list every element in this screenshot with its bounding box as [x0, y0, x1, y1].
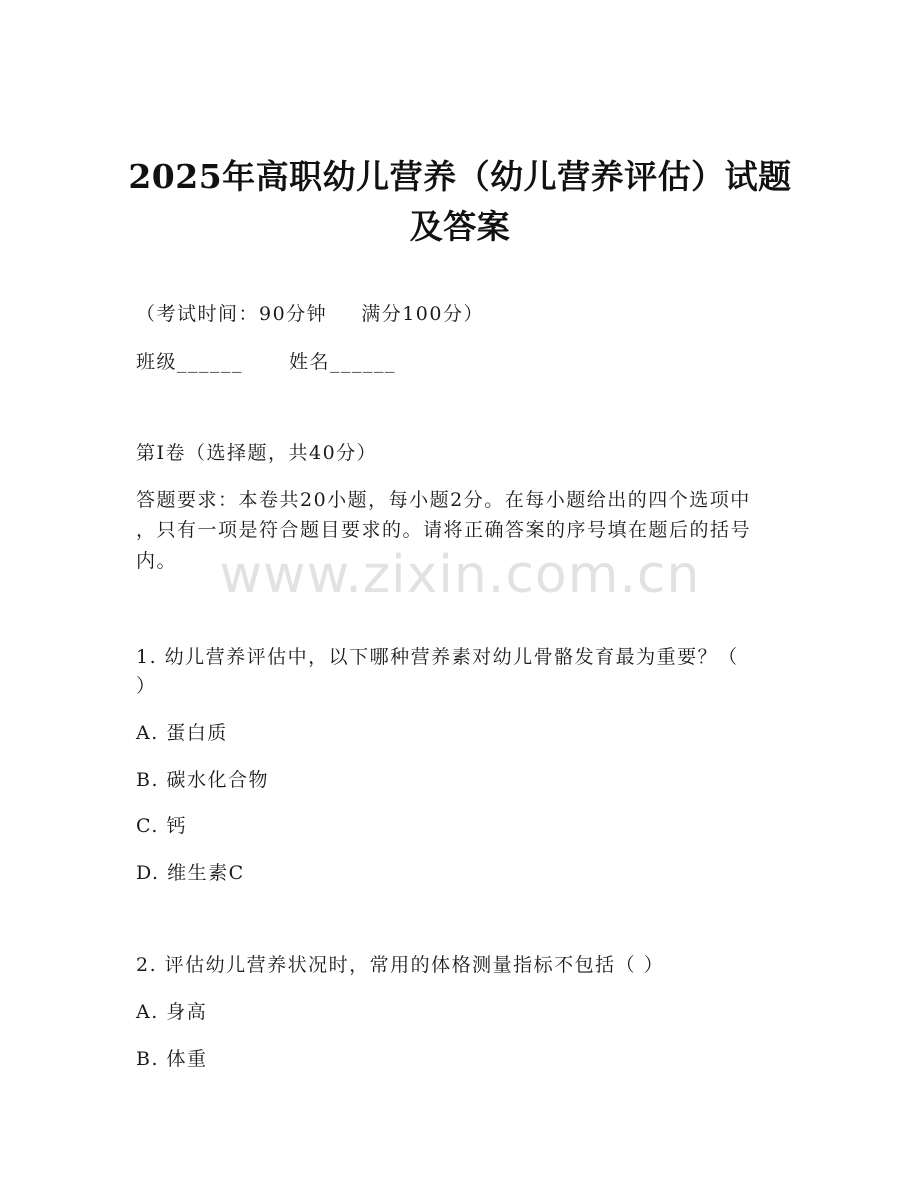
question-option: C. 钙 [136, 815, 187, 837]
question-option: D. 维生素C [136, 862, 245, 884]
instructions-line-1: 答题要求：本卷共20小题，每小题2分。在每小题给出的四个选项中 [136, 489, 751, 511]
student-info [136, 350, 396, 374]
watermark: www.zixin.com.cn [219, 545, 701, 605]
document-title-line-2: 及答案 [409, 207, 511, 246]
full-score: 满分100分） [361, 303, 484, 325]
question-stem-line-2: ） [136, 675, 157, 697]
section-title: 第I卷（选择题，共40分） [136, 442, 378, 464]
class-field: 班级______ [136, 351, 244, 373]
question-stem-line-1: 2. 评估幼儿营养状况时，常用的体格测量指标不包括（ ） [136, 954, 665, 976]
exam-meta [136, 302, 484, 326]
question-option: B. 体重 [136, 1048, 208, 1070]
instructions-line-3: 内。 [136, 550, 178, 572]
instructions-line-2: ，只有一项是符合题目要求的。请将正确答案的序号填在题后的括号 [136, 519, 752, 541]
question-option: A. 蛋白质 [136, 722, 228, 744]
question-option: B. 碳水化合物 [136, 769, 270, 791]
name-field: 姓名______ [289, 351, 397, 373]
question-stem-line-1: 1. 幼儿营养评估中，以下哪种营养素对幼儿骨骼发育最为重要？（ [136, 646, 739, 668]
document-title-line-1: 2025年高职幼儿营养（幼儿营养评估）试题 [128, 157, 792, 196]
exam-time: （考试时间：90分钟 [136, 303, 328, 325]
question-option: A. 身高 [136, 1001, 208, 1023]
